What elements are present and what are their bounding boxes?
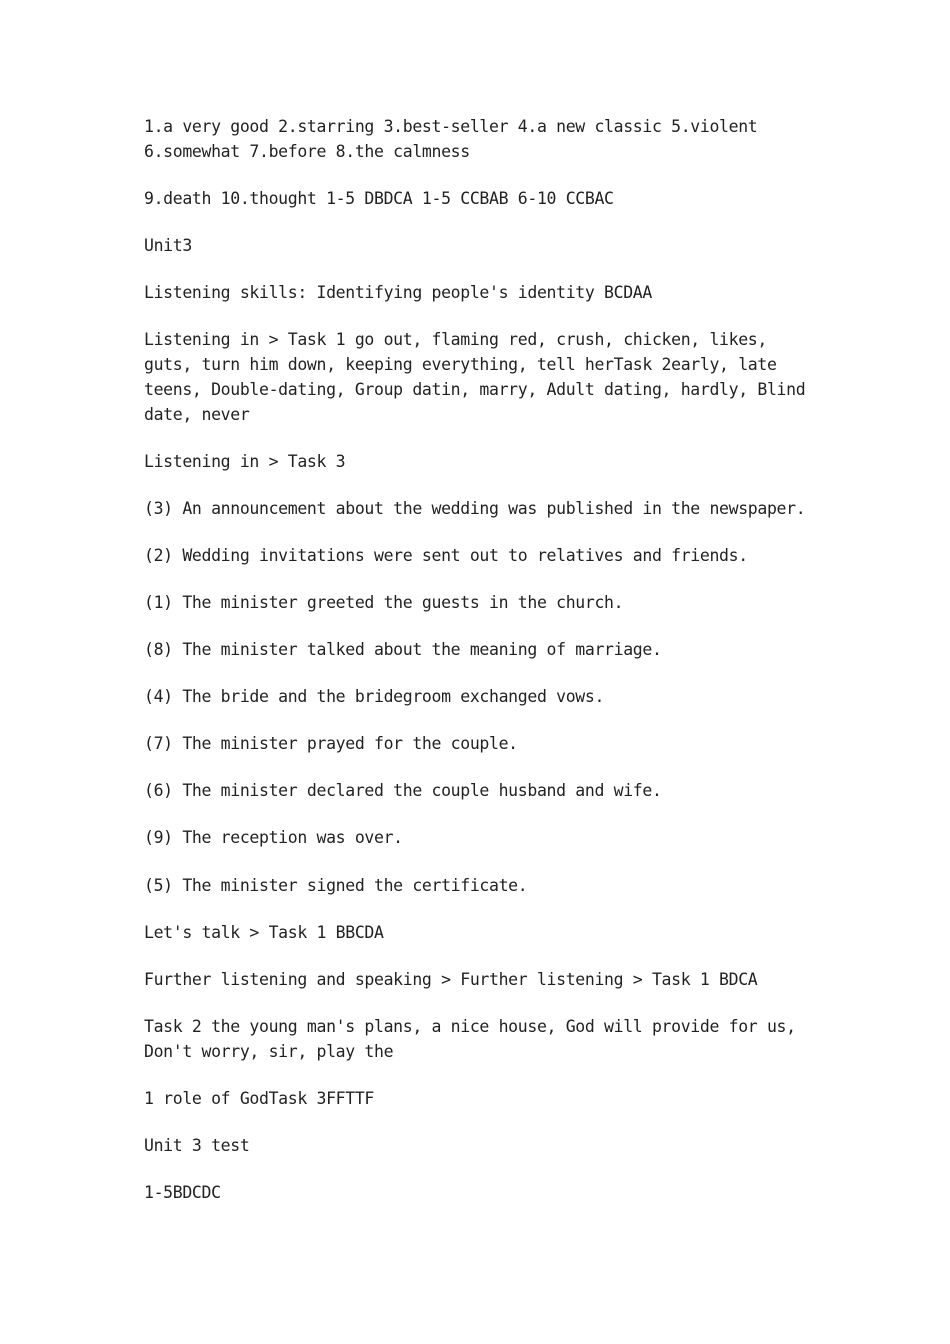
task3-item: (9) The reception was over. (144, 828, 403, 847)
task3-item: (7) The minister prayed for the couple. (144, 734, 518, 753)
task3-item: (4) The bride and the bridegroom exchanged vows. (144, 687, 605, 706)
task3-item: (5) The minister signed the certificate. (144, 876, 528, 895)
listening-in-task3-heading: Listening in > Task 3 (144, 452, 346, 471)
further-listening-line: Further listening and speaking > Further listening > Task 1 BDCA (144, 970, 758, 989)
task3-item: (3) An announcement about the wedding was published in the newspaper. (144, 499, 806, 518)
unit-test-answers: 1-5BDCDC (144, 1183, 221, 1202)
listening-skills-line: Listening skills: Identifying people's identity BCDAA (144, 283, 652, 302)
task3-item: (6) The minister declared the couple husband and wife. (144, 781, 662, 800)
task3-item: (8) The minister talked about the meaning of marriage. (144, 640, 662, 659)
task3-answer-line: 1 role of GodTask 3FFTTF (144, 1089, 375, 1108)
unit-heading: Unit3 (144, 236, 192, 255)
task3-item: (2) Wedding invitations were sent out to relatives and friends. (144, 546, 748, 565)
lets-talk-line: Let's talk > Task 1 BBCDA (144, 923, 384, 942)
task2-line: Task 2 the young man's plans, a nice house, God will provide for us, Don't worry, sir, play the (144, 1017, 806, 1061)
unit-test-heading: Unit 3 test (144, 1136, 250, 1155)
listening-in-task1-line: Listening in > Task 1 go out, flaming red, crush, chicken, likes, guts, turn him down, keeping everything, tell herTask 2early, late teens, Double-dating, Group datin, marry, Adult dating, hardly, Blind date, never (144, 330, 815, 424)
task3-item: (1) The minister greeted the guests in the church. (144, 593, 624, 612)
answer-line-2: 9.death 10.thought 1-5 DBDCA 1-5 CCBAB 6-10 CCBAC (144, 189, 614, 208)
answer-line-1: 1.a very good 2.starring 3.best-seller 4.a new classic 5.violent 6.somewhat 7.before 8.the calmness (144, 117, 767, 161)
